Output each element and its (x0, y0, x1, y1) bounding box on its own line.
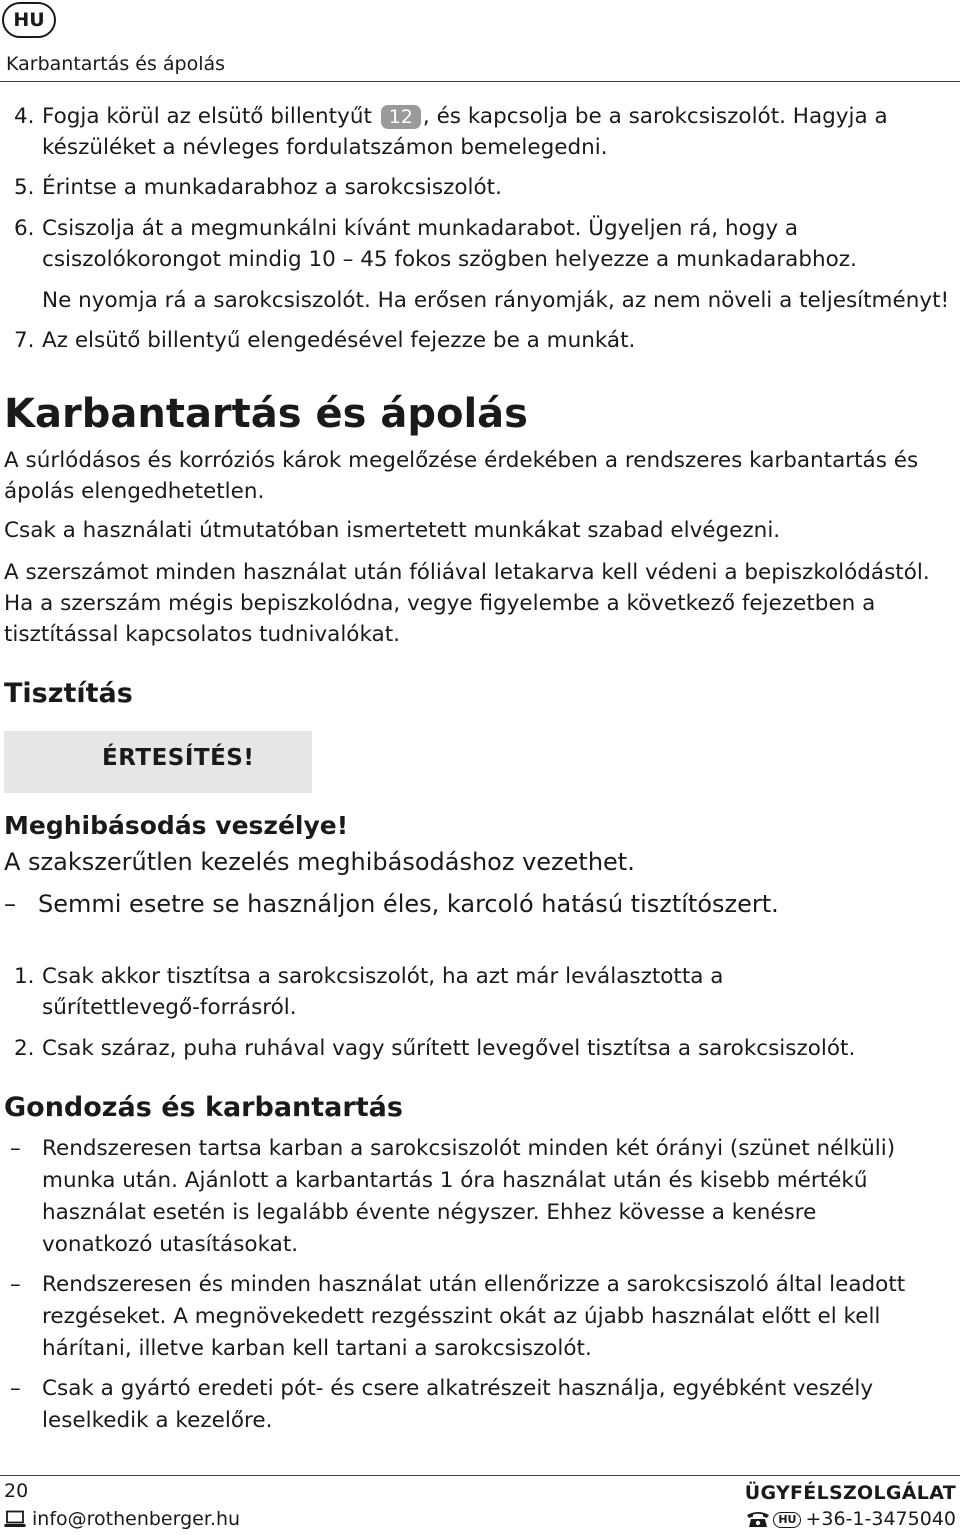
step-text: Az elsütő billentyű elengedésével fejezze be a munkát. (42, 328, 636, 353)
step-number: 1. (14, 964, 35, 989)
step-number: 6. (14, 216, 35, 241)
step-text: Csak akkor tisztítsa a sarokcsiszolót, ha azt már leválasztotta a sűrítettlevegő-forrásról. (42, 964, 724, 1020)
bullet-dash: – (10, 1272, 21, 1297)
notice-label: ÉRTESÍTÉS! (102, 745, 255, 771)
step-text: Fogja körül az elsütő billentyűt (42, 104, 379, 129)
footer-divider (0, 1475, 960, 1476)
warning-bullet-text: Semmi esetre se használjon éles, karcoló hatású tisztítószert. (38, 890, 779, 918)
step-5 (14, 172, 954, 203)
part-reference-badge: 12 (381, 105, 421, 129)
phone-number[interactable]: +36-1-3475040 (805, 1508, 956, 1530)
step-text-continued: csiszolókorongot mindig 10 – 45 fokos szögben helyezze a munkadarabhoz. (42, 247, 857, 272)
step-4 (14, 101, 954, 163)
step-number: 4. (14, 104, 35, 129)
bullet-text: Csak a gyártó eredeti pót- és csere alkatrészeit használja, egyébként veszély leselkedik a kezelőre. (42, 1376, 874, 1433)
bullet-dash: – (4, 890, 16, 918)
customer-service-label: ÜGYFÉLSZOLGÁLAT (744, 1482, 956, 1504)
intro-paragraph-1: A súrlódásos és korróziós károk megelőzése érdekében a rendszeres karbantartás és ápolás elengedhetetlen. (4, 448, 919, 504)
laptop-icon (4, 1510, 26, 1528)
header-divider (0, 81, 960, 82)
cleaning-step-2 (14, 1033, 954, 1064)
step-number: 7. (14, 328, 35, 353)
bullet-dash: – (10, 1376, 21, 1401)
step-7 (14, 325, 954, 356)
notice-box (4, 731, 312, 793)
email-contact (4, 1506, 240, 1532)
page-number: 20 (4, 1480, 29, 1502)
intro-paragraph-3: A szerszámot minden használat után fóliával letakarva kell védeni a bepiszkolódástól. Ha a szerszám mégis bepiszkolódna, vegye figyelembe a következő fejezetben a tisztítással kapcsolatos tudnivalókat. (4, 560, 930, 647)
cleaning-heading: Tisztítás (4, 678, 133, 709)
language-badge: HU (2, 2, 56, 38)
bullet-dash: – (10, 1136, 21, 1161)
care-bullet-3 (4, 1373, 904, 1437)
step-text: Csiszolja át a megmunkálni kívánt munkadarabot. Ügyeljen rá, hogy a (42, 216, 799, 241)
care-heading: Gondozás és karbantartás (4, 1092, 403, 1123)
care-bullet-2 (4, 1269, 934, 1365)
step-number: 5. (14, 175, 35, 200)
care-bullet-1 (4, 1133, 914, 1261)
page-title: Karbantartás és ápolás (4, 391, 528, 437)
warning-title: Meghibásodás veszélye! (4, 811, 349, 840)
step-text: Csak száraz, puha ruhával vagy sűrített levegővel tisztítsa a sarokcsiszolót. (42, 1036, 856, 1061)
intro-paragraph-2: Csak a használati útmutatóban ismertetett munkákat szabad elvégezni. (4, 518, 781, 543)
warning-bullet (4, 887, 779, 921)
phone-language-badge: HU (773, 1512, 801, 1528)
phone-contact (746, 1506, 956, 1532)
cleaning-step-1 (14, 961, 954, 1023)
email-address[interactable]: info@rothenberger.hu (32, 1508, 241, 1530)
step-text: Érintse a munkadarabhoz a sarokcsiszolót. (42, 175, 502, 200)
telephone-icon (746, 1510, 770, 1528)
step-6 (14, 213, 954, 316)
step-text-continued: készüléket a névleges fordulatszámon bemelegedni. (42, 135, 608, 160)
bullet-text: Rendszeresen és minden használat után ellenőrizze a sarokcsiszoló által leadott rezgéseket. A megnövekedett rezgésszint okát az újabb használat előtt el kell hárítani, illetve karban kell tartani a sarokcsiszolót. (42, 1272, 906, 1361)
step-text: , és kapcsolja be a sarokcsiszolót. Hagyja a (422, 104, 888, 129)
step-text-continued: Ne nyomja rá a sarokcsiszolót. Ha erősen rányomják, az nem növeli a teljesítményt! (42, 288, 950, 313)
warning-text: A szakszerűtlen kezelés meghibásodáshoz vezethet. (4, 848, 635, 876)
step-number: 2. (14, 1036, 35, 1061)
bullet-text: Rendszeresen tartsa karban a sarokcsiszolót minden két órányi (szünet nélküli) munka után. Ajánlott a karbantartás 1 óra használat után és kisebb mértékű használat esetén is legalább évente négyszer. Ehhez kövesse a kenésre vonatkozó utasításokat. (42, 1136, 896, 1257)
running-header: Karbantartás és ápolás (6, 53, 226, 75)
